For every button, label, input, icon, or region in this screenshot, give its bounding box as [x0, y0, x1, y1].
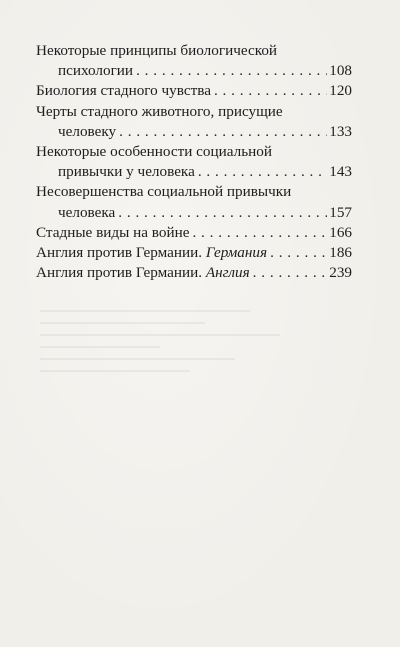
- toc-entry: [36, 142, 352, 182]
- dot-leader: [119, 122, 327, 142]
- toc-page-number: 133: [329, 122, 352, 140]
- toc-entry-title: Биология стадного чувства: [36, 82, 211, 100]
- toc-entry-line: [36, 203, 352, 223]
- toc-entry: [36, 182, 352, 222]
- table-of-contents: [36, 41, 352, 283]
- toc-entry-title: Черты стадного животного, присущие: [36, 102, 283, 120]
- toc-entry-line: [36, 81, 352, 101]
- dot-leader: [118, 203, 327, 223]
- toc-entry-title: Некоторые принципы биологической: [36, 42, 278, 59]
- toc-entry-title: Несовершенства социальной привычки: [36, 183, 292, 201]
- toc-entry-title: психологии: [58, 62, 134, 80]
- toc-entry-title: Некоторые особенности социальной: [36, 143, 272, 161]
- toc-entry: [36, 81, 352, 101]
- toc-entry: [36, 243, 352, 263]
- toc-page-number: 239: [329, 264, 352, 282]
- toc-entry-line: [36, 243, 352, 263]
- toc-page-number: 120: [329, 82, 352, 100]
- toc-entry-line: [36, 142, 352, 162]
- toc-entry-title: Англия против Германии.: [36, 264, 206, 282]
- dot-leader: [270, 243, 327, 263]
- toc-entry: [36, 41, 352, 81]
- toc-page-number: 143: [329, 163, 352, 181]
- toc-entry: [36, 102, 352, 142]
- toc-entry-title-italic: Германия: [205, 244, 268, 262]
- toc-entry: [36, 223, 352, 243]
- dot-leader: [192, 223, 327, 243]
- toc-entry-title: человеку: [58, 122, 117, 140]
- toc-entry-line: [36, 61, 352, 81]
- toc-page-number: 157: [329, 203, 352, 221]
- toc-entry-line: [36, 182, 352, 202]
- toc-entry-title-italic: Англия: [205, 264, 250, 282]
- dot-leader: [214, 81, 327, 101]
- show-through-texture: [40, 300, 340, 600]
- dot-leader: [253, 263, 328, 283]
- toc-entry-line: [36, 263, 352, 283]
- toc-entry-line: [36, 223, 352, 243]
- toc-page-number: 166: [329, 223, 352, 241]
- toc-entry-title: человека: [58, 203, 116, 221]
- toc-entry-title: привычки у человека: [58, 163, 195, 181]
- toc-entry-line: [36, 102, 352, 122]
- toc-page-number: 108: [329, 62, 352, 80]
- toc-page-number: 186: [329, 244, 352, 262]
- toc-entry-line: [36, 162, 352, 182]
- toc-entry: [36, 263, 352, 283]
- dot-leader: [198, 162, 327, 182]
- toc-entry-title: Стадные виды на войне: [36, 223, 190, 241]
- toc-entry-title: Англия против Германии.: [36, 244, 206, 262]
- toc-entry-line: [36, 41, 352, 61]
- dot-leader: [136, 61, 327, 81]
- toc-entry-line: [36, 122, 352, 142]
